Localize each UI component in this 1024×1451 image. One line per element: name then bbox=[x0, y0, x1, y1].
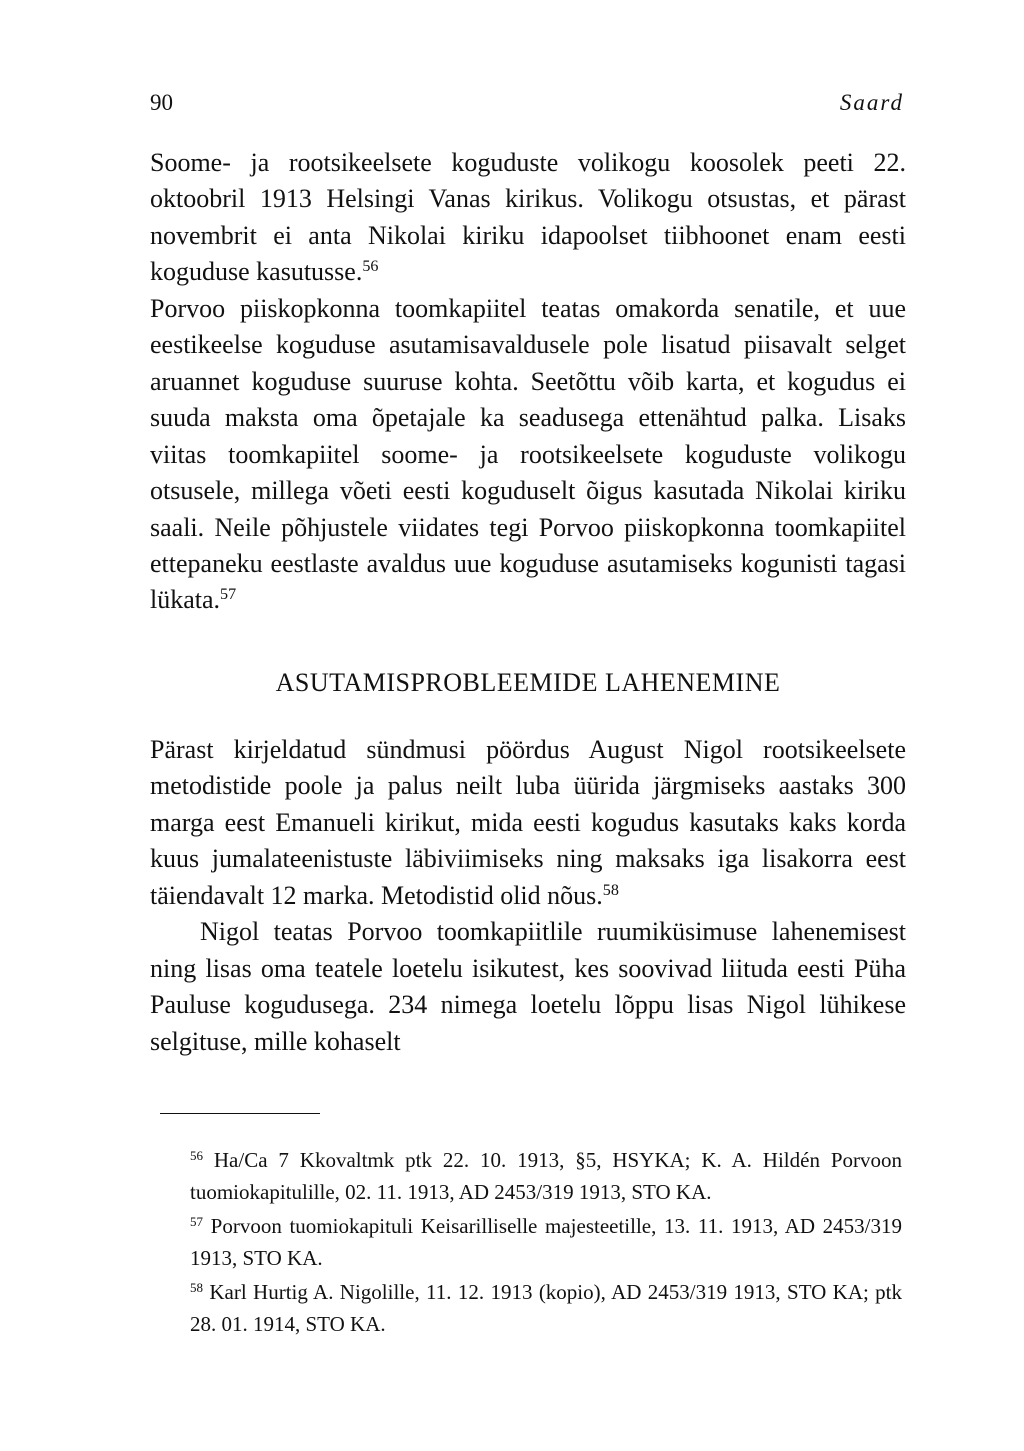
footnote bbox=[190, 1145, 902, 1208]
footnotes bbox=[190, 1145, 902, 1340]
paragraph bbox=[150, 145, 906, 291]
footnote-ref: 58 bbox=[602, 881, 619, 899]
running-head bbox=[150, 90, 904, 116]
paragraph-text: Soome- ja rootsikeelsete koguduste volikogu koosolek peeti 22. oktoobril 1913 Helsingi Vanas kirikus. Volikogu otsustas, et pärast novembrit ei anta Nikolai kiriku idapoolset tiibhoonet enam eesti koguduse kasutusse. bbox=[150, 148, 906, 287]
footnote-ref: 57 bbox=[220, 586, 237, 604]
footnote-number: 58 bbox=[190, 1279, 204, 1295]
footnote-number: 57 bbox=[190, 1213, 204, 1229]
footnote-number: 56 bbox=[190, 1147, 204, 1163]
body-text-block-1 bbox=[150, 145, 906, 619]
paragraph-text: Pärast kirjeldatud sündmusi pöördus August Nigol rootsikeelsete metodistide poole ja palus neilt luba üürida järgmiseks aastaks 300 marga eest Emanueli kirikut, mida eesti kogudus kasutaks kaks korda kuus jumalateenistuste läbiviimiseks ning maksaks iga lisakorra eest täiendavalt 12 marka. Metodistid olid nõus. bbox=[150, 735, 906, 910]
footnote-divider bbox=[160, 1113, 320, 1114]
running-head-author: Saard bbox=[839, 90, 904, 115]
paragraph-text: Nigol teatas Porvoo toomkapiitlile ruumiküsimuse lahenemisest ning lisas oma teatele loetelu isikutest, kes soovivad liituda eesti Püha Pauluse kogudusega. 234 nimega loetelu lõppu lisas Nigol lühikese selgituse, mille kohaselt bbox=[150, 917, 906, 1056]
section-heading: ASUTAMISPROBLEEMIDE LAHENEMINE bbox=[275, 668, 781, 697]
footnote bbox=[190, 1277, 902, 1340]
footnote-ref: 56 bbox=[362, 258, 379, 276]
footnote bbox=[190, 1211, 902, 1274]
footnote-text: Ha/Ca 7 Kkovaltmk ptk 22. 10. 1913, §5, HSYKA; K. A. Hildén Porvoon tuomiokapitulille, 02. 11. 1913, AD 2453/319 1913, STO KA. bbox=[190, 1148, 902, 1204]
paragraph-text: Porvoo piiskopkonna toomkapiitel teatas omakorda senatile, et uue eestikeelse koguduse asutamisavaldusele pole lisatud piisavalt selget aruannet koguduse suuruse kohta. Seetõttu võib karta, et kogudus ei suuda maksta oma õpetajale ka seadusega ettenähtud palka. Lisaks viitas toomkapiitel soome- ja rootsikeelsete koguduste volikogu otsusele, millega võeti eesti koguduselt õigus kasutada Nikolai kiriku saali. Neile põhjustele viidates tegi Porvoo piiskopkonna toomkapiitel ettepaneku eestlaste avaldus uue koguduse asutamiseks kogunisti tagasi lükata. bbox=[150, 293, 906, 615]
paragraph bbox=[150, 291, 906, 619]
footnote-text: Karl Hurtig A. Nigolille, 11. 12. 1913 (kopio), AD 2453/319 1913, STO KA; ptk 28. 01. 1914, STO KA. bbox=[190, 1280, 903, 1336]
paragraph bbox=[150, 732, 906, 914]
paragraph bbox=[150, 914, 906, 1060]
page-number: 90 bbox=[150, 90, 173, 115]
footnote-text: Porvoon tuomiokapituli Keisarilliselle majesteetille, 13. 11. 1913, AD 2453/319 1913, STO KA. bbox=[190, 1214, 903, 1270]
body-text-block-2 bbox=[150, 732, 906, 1060]
